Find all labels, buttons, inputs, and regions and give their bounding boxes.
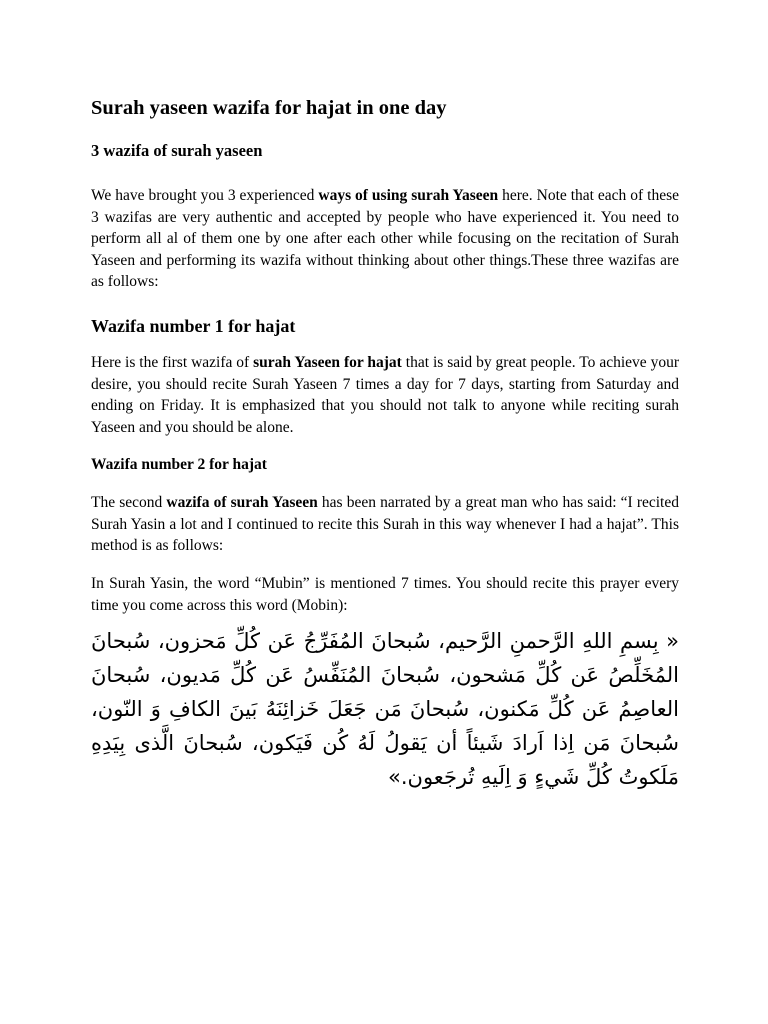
arabic-prayer-text: « بِسمِ اللهِ الرَّحمنِ الرَّحيم، سُبحانَ المُفَرِّجُ عَن كُلِّ مَحزون، سُبحانَ المُخَلِّصُ عَن كُلِّ مَشحون، سُبحانَ المُنَفِّسُ عَن كُلِّ مَديون، سُبحانَ العاصِمُ عَن كُلِّ مَكنون، سُبحانَ مَن جَعَلَ خَزائِنَهُ بَينَ الكافِ وَ النّون، سُبحانَ مَن اِذا اَرادَ شَيئاً أن يَقولُ لَهُ كُن فَيَكون، سُبحانَ الَّذى بِيَدِهِ مَلَكوتُ كُلِّ شَيءٍ وَ اِلَيهِ تُرجَعون.» <box>91 629 679 789</box>
wazifa-1-bold-phrase: surah Yaseen for hajat <box>253 354 402 371</box>
section-subtitle: 3 wazifa of surah yaseen <box>91 141 263 160</box>
wazifa-2-paragraph <box>91 492 679 557</box>
wazifa-2-bold-phrase: wazifa of surah Yaseen <box>166 494 318 511</box>
wazifa-2-instruction-paragraph: In Surah Yasin, the word “Mubin” is mentioned 7 times. You should recite this prayer every time you come across this word (Mobin): <box>91 575 679 614</box>
wazifa-2-text-1: The second <box>91 494 167 511</box>
wazifa-1-heading: Wazifa number 1 for hajat <box>91 316 296 336</box>
wazifa-2-text-2: has been narrated by a great man who has said: “I recited Surah Yasin a lot and I continued to recite this Surah in this way whenever I had a hajat”. This method is as follows: <box>91 494 679 554</box>
intro-text-2: here. Note that each of these 3 wazifas are very authentic and accepted by people who have experienced it. You need to perform all al of them one by one after each other while focusing on the recitation of Surah Yaseen and performing its wazifa without thinking about other things.These three wazifas are as follows: <box>91 187 679 290</box>
intro-bold-phrase: ways of using surah Yaseen <box>318 187 499 204</box>
wazifa-1-text-2: that is said by great people. To achieve your desire, you should recite Surah Yaseen 7 times a day for 7 days, starting from Saturday and ending on Friday. It is emphasized that you should not talk to anyone while reciting surah Yaseen and you should be alone. <box>91 354 679 436</box>
wazifa-2-heading: Wazifa number 2 for hajat <box>91 456 267 473</box>
intro-paragraph <box>91 185 679 293</box>
intro-text-1: We have brought you 3 experienced <box>91 187 319 204</box>
wazifa-1-paragraph <box>91 352 679 438</box>
page-title: Surah yaseen wazifa for hajat in one day <box>91 97 447 119</box>
wazifa-1-text-1: Here is the first wazifa of <box>91 354 254 371</box>
